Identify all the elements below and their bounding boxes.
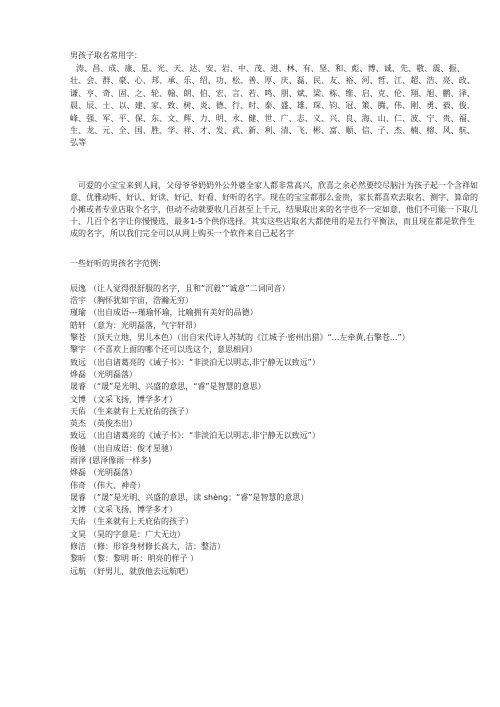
example-note: （黎：黎明 昕：明亮的样子 ） [89,554,199,564]
examples-title: 一些好听的男孩名字范例: [70,258,161,268]
example-name: 天佑 [70,406,86,416]
example-name: 雨泽 [70,456,86,465]
example-note: （出自成语---瑾瑜怀瑜，比喻拥有美好的品德） [89,308,258,318]
example-note: （昊的字意是：广大无边） [89,529,185,539]
example-name: 皓轩 [70,320,86,330]
example-row [70,307,478,319]
example-row [70,541,478,553]
example-row [70,418,478,430]
example-name: 擎宇 [70,345,86,355]
example-note: （“晟”是光明、兴盛的意思，“睿”是智慧的意思） [89,382,266,392]
example-note: （生来就有上天庇佑的孩子） [89,406,193,416]
example-note: （出自诸葛亮的《诫子书》：“非淡泊无以明志,非宁静无以致远”） [89,357,320,367]
example-row [70,467,478,479]
example-name: 晟睿 [70,382,86,392]
example-name: 浩宇 [70,296,86,306]
example-row [70,443,478,455]
example-name: 修洁 [70,542,86,552]
example-note: （出自成语：俊才星驰） [89,443,177,453]
example-row [70,283,478,295]
example-row [70,406,478,418]
name-characters-list: 涛、昌、成、康、星、光、天、达、安、岩、中、茂、进、林、有、坚、和、彪、博、诚、先、敬、震、振、壮、会、群、豪、心、邦、承、乐、绍、功、松、善、厚、庆、磊、民、友、裕、河、哲、江、超、浩、亮、政、谦、亨、奇、固、之、轮、翰、朗、伯、宏、言、若、鸣、朋、斌、梁、栋、维、启、克、伦、翔、旭、鹏、泽、晨、辰、士、以、建、家、致、树、炎、德、行、时、泰、盛、雄、琛、钧、冠、策、腾、伟、刚、勇、毅、俊、峰、强、军、平、保、东、文、辉、力、明、永、健、世、广、志、义、兴、良、海、山、仁、波、宁、贵、福、生、龙、元、全、国、胜、学、祥、才、发、武、新、利、清、飞、彬、富、顺、信、子、杰、楠、榕、风、航、弘等 [70,64,475,148]
example-note: （生来就有上天庇佑的孩子） [89,517,193,527]
example-row [70,566,478,578]
example-note: （顶天立地，男儿本色）（出自宋代诗人苏轼的《江城子·密州出猎》“...左牵黄,右擎苍...”） [89,333,410,343]
example-name: 烨磊 [70,369,86,379]
example-name: 伟奇 [70,480,86,490]
example-row [70,344,478,356]
example-row [70,357,478,369]
example-note: （文采飞扬，博学多才） [89,505,177,515]
example-name: 致远 [70,357,86,367]
example-note: （出自诸葛亮的《诫子书》：“非淡泊无以明志,非宁静无以致远”） [89,431,320,441]
example-row [70,455,478,467]
example-row [70,320,478,332]
example-name: 辰逸 [70,283,86,293]
example-row [70,295,478,307]
example-note: （文采飞扬，博学多才） [89,394,177,404]
example-row [70,492,478,504]
example-name: 黎昕 [70,554,86,564]
examples-list [70,283,478,578]
heading: 男孩子取名常用字： [70,51,142,60]
example-note: （让人觉得很舒服的名字，且和“沉毅”“诚意”二词同音） [89,283,290,293]
example-name: 俊驰 [70,443,86,453]
example-name: 瑾瑜 [70,308,86,318]
example-note: （伟大、神奇） [89,480,145,490]
example-note: （胸怀犹如宇宙，浩瀚无穷） [89,296,193,306]
example-name: 文昊 [70,529,86,539]
example-row [70,553,478,565]
example-note: （修：形容身材修长高大，洁：整洁） [89,542,225,552]
example-row [70,480,478,492]
example-note: （英俊杰出） [89,419,137,429]
example-note: （光明磊落） [89,369,137,379]
example-note: （不喜欢上面的哪个还可以选这个，意思相同） [89,345,257,355]
example-row [70,516,478,528]
example-row [70,332,478,344]
example-row [70,504,478,516]
example-row [70,381,478,393]
example-name: 文博 [70,505,86,515]
example-name: 擎苍 [70,333,86,343]
example-name: 晟睿 [70,492,86,502]
example-name: 烨磊 [70,468,86,478]
example-note: （光明磊落） [89,468,137,478]
example-note: （“晟”是光明、兴盛的意思，读 shèng；“睿”是智慧的意思） [89,492,309,502]
example-name: 天佑 [70,517,86,527]
example-row [70,430,478,442]
example-name: 文博 [70,394,86,404]
intro-paragraph: 可爱的小宝宝来到人间，父母爷爷奶奶外公外婆全家人都非常高兴，欣喜之余必然要绞尽脑汁为孩子起一个含祥如意、优雅动听、好认、好读、好记、好看、好听的名字。现在的宝宝都那么金贵，家长都喜欢去取名、测字、算命的小摊或者专业店取个名字，但动不动就要收几百甚至上千元，结果取出来的名字也不一定如意，他们不可能一下取几十、几百个名字让你慢慢选，最多1-5个供你选择。其实这些店取名大都使用的是五行平衡法，而且现在都是软件生成的名字，所以我们完全可以从网上购买一个软件来自己起名字 [70,180,478,238]
example-name: 英杰 [70,419,86,429]
example-note: （好男儿，就放他去远航吧） [89,566,193,576]
example-row [70,394,478,406]
example-note: (恩泽像雨一样多) [89,456,152,465]
example-row [70,529,478,541]
example-name: 致远 [70,431,86,441]
example-row [70,369,478,381]
example-note: （意为：光明磊落，气宇轩昂） [89,320,201,330]
example-name: 远航 [70,566,86,576]
